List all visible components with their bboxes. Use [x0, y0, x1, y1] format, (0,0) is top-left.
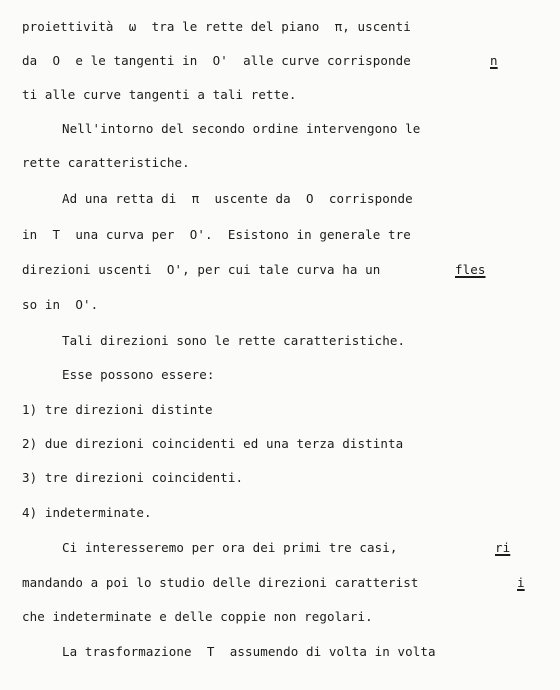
text-line-3: ti alle curve tangenti a tali rette. [22, 87, 297, 102]
text-line-17-hyphen-part: i [517, 575, 525, 590]
list-item-1: 1) tre direzioni distinte [22, 402, 213, 417]
text-line-7: in T una curva per O'. Esistono in generale tre [22, 227, 411, 242]
text-line-1: proiettività ω tra le rette del piano π, uscenti [22, 19, 411, 34]
text-line-5: rette caratteristiche. [22, 155, 190, 170]
text-line-11: Esse possono essere: [62, 367, 215, 382]
text-line-2: da O e le tangenti in O' alle curve corrisponde [22, 53, 411, 68]
list-item-4: 4) indeterminate. [22, 505, 152, 520]
text-line-9: so in O'. [22, 297, 99, 312]
text-line-18: che indeterminate e delle coppie non regolari. [22, 609, 373, 624]
text-line-17: mandando a poi lo studio delle direzioni caratterist [22, 575, 419, 590]
text-line-16: Ci interesseremo per ora dei primi tre casi, [62, 540, 406, 555]
text-line-4: Nell'intorno del secondo ordine intervengono le [62, 121, 421, 136]
text-line-16-hyphen-part: ri [495, 540, 511, 555]
text-line-6: Ad una retta di π uscente da O corrisponde [62, 191, 413, 206]
text-line-8: direzioni uscenti O', per cui tale curva ha un [22, 262, 389, 277]
text-line-19: La trasformazione T assumendo di volta in volta [62, 644, 436, 659]
text-line-2-hyphen-part: n [490, 53, 498, 68]
list-item-3: 3) tre direzioni coincidenti. [22, 470, 244, 485]
text-line-8-hyphen-part: fles [455, 262, 486, 277]
text-line-10: Tali direzioni sono le rette caratteristiche. [62, 333, 406, 348]
list-item-2: 2) due direzioni coincidenti ed una terza distinta [22, 436, 404, 451]
